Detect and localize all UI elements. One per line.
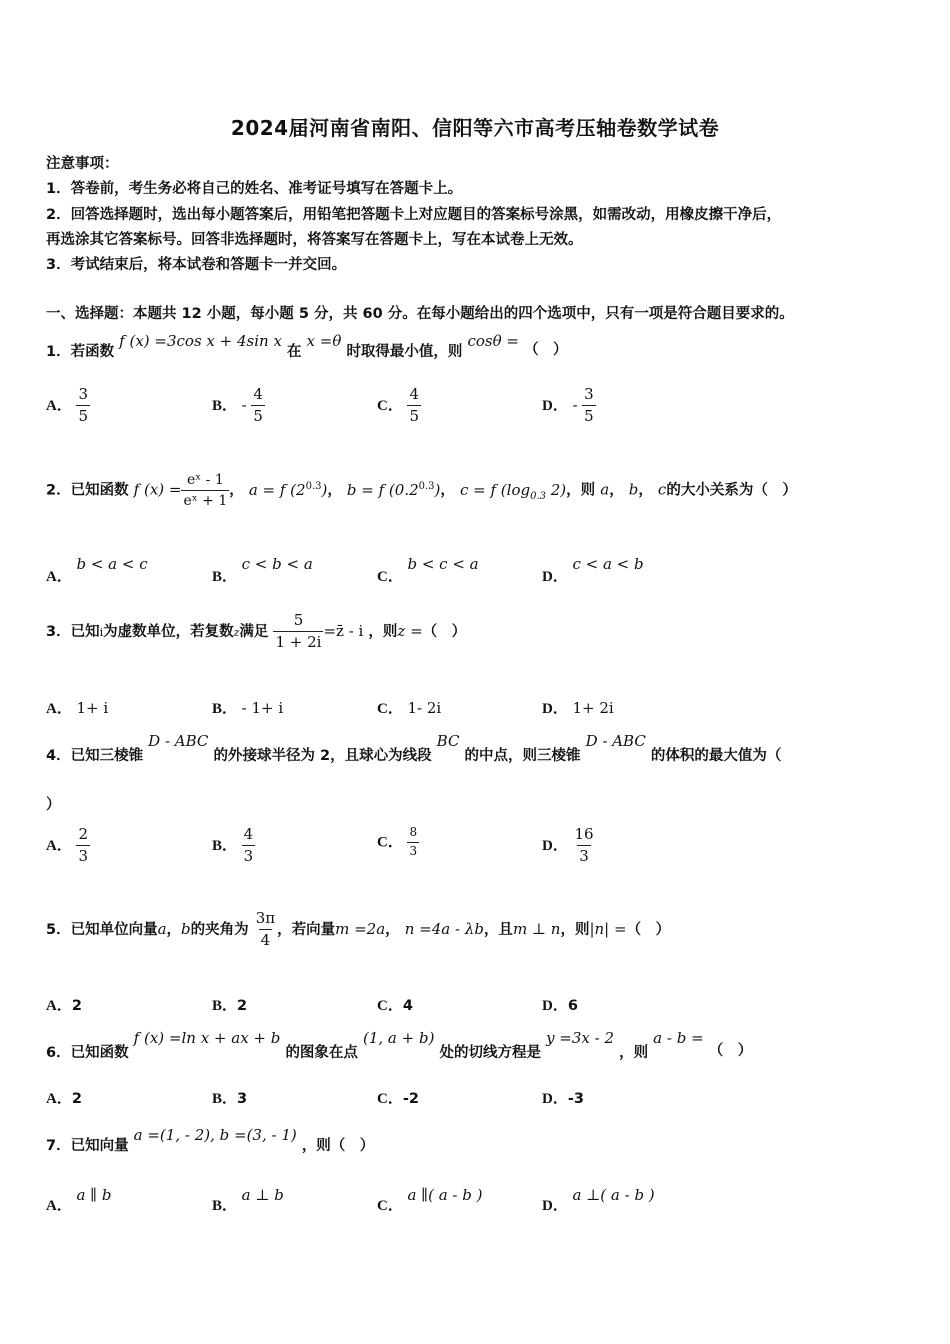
- q3-option-b[interactable]: [212, 697, 283, 718]
- q6-a-minus-b: a - b =: [653, 1029, 704, 1047]
- denominator: 5: [409, 407, 419, 426]
- q2-var-b: b: [628, 480, 639, 499]
- option-text: c < a < b: [572, 555, 644, 573]
- option-label: A．: [46, 569, 72, 585]
- option-text: b < a < c: [76, 555, 148, 573]
- option-label: D．: [542, 998, 568, 1014]
- option-text: 2: [237, 998, 248, 1014]
- q4-option-c[interactable]: [377, 826, 419, 859]
- q4-end: 的体积的最大值为（: [650, 748, 782, 764]
- question-1: [46, 330, 568, 360]
- option-label: B．: [212, 837, 238, 854]
- question-3: [46, 612, 466, 652]
- q7-option-d[interactable]: [542, 1184, 655, 1214]
- q3-mid1: 为虚数单位，若复数: [103, 623, 234, 640]
- q7-option-c[interactable]: [377, 1184, 483, 1214]
- option-text: a ⊥( a - b ): [572, 1186, 655, 1204]
- q4-option-a[interactable]: [46, 826, 90, 866]
- q4-option-b[interactable]: [212, 826, 255, 866]
- q3-z-equals: z =: [397, 621, 423, 640]
- q2-b-exponent: 0.3: [418, 480, 435, 492]
- q4-pyramid-1: D - ABC: [148, 732, 209, 750]
- exam-title: 2024届河南省南阳、信阳等六市高考压轴卷数学试卷: [230, 116, 720, 140]
- option-label: C．: [377, 701, 403, 717]
- option-label: C．: [377, 397, 403, 414]
- option-text: 6: [567, 998, 578, 1014]
- q2-a-base: a = f (2: [248, 480, 306, 499]
- q1-option-d[interactable]: [542, 386, 596, 426]
- q3-option-c[interactable]: [377, 697, 441, 718]
- denominator: 5: [78, 407, 88, 426]
- numerator: 8: [409, 825, 418, 839]
- option-text: -3: [567, 1091, 584, 1107]
- denominator: 5: [584, 407, 594, 426]
- denominator: 3: [579, 847, 589, 866]
- option-text: 1+ 2i: [572, 699, 614, 717]
- question-2: 2．已知函数 f (x) = $\frac{\text{eˣ - 1}}{\text{eˣ + 1}}$ ， a = f $(2^{0.3})$， b = f $(0.2^{0.3})$， c = f ($\log_{0.3}$ 2)，则 a， b， c的大小关系为（ ）: [46, 472, 797, 510]
- q2-option-b[interactable]: [212, 553, 313, 585]
- q4-c-fraction: [407, 826, 419, 859]
- q1-option-a[interactable]: [46, 386, 90, 426]
- denominator: 5: [253, 407, 263, 426]
- notice-item-3: 3．考试结束后，将本试卷和答题卡一并交回。: [46, 257, 347, 273]
- q6-option-a[interactable]: [46, 1087, 82, 1108]
- q1-end: （ ）: [524, 342, 568, 358]
- option-label: D．: [542, 701, 568, 717]
- q4-mid2: 的中点，则三棱锥: [464, 748, 581, 764]
- q5-option-a[interactable]: [46, 994, 82, 1015]
- numerator: eˣ - 1: [186, 472, 224, 488]
- numerator: 4: [253, 385, 263, 403]
- option-label: D．: [542, 1198, 568, 1214]
- option-label: A．: [46, 1091, 72, 1107]
- option-text: - 1+ i: [241, 699, 284, 717]
- q6-mid3: ，则: [619, 1045, 649, 1061]
- q4-b-fraction: [242, 826, 256, 866]
- q1-b-fraction: [251, 386, 265, 426]
- option-text: 1- 2i: [407, 699, 442, 717]
- q1-mid1: 在: [286, 344, 302, 360]
- q2-c-base: c = f (log: [459, 480, 531, 499]
- q2-var-a: a: [600, 480, 610, 499]
- question-5: 5．已知单位向量a，b的夹角为 $\frac{3\pi}{4}$ ，若向量m =2a， n =4a - λb，且m ⊥ n，则|n| =（ ）: [46, 909, 671, 950]
- q3-fraction: [273, 612, 323, 652]
- denominator: 4: [260, 931, 271, 950]
- q5-sep: ，: [166, 921, 182, 938]
- q2-c-subscript: 0.3: [530, 490, 546, 502]
- q1-d-fraction: [582, 386, 596, 426]
- q4-segment-bc: BC: [436, 732, 460, 750]
- q6-end: （ ）: [708, 1043, 753, 1059]
- q1-mid2: 时取得最小值，则: [346, 344, 463, 360]
- option-label: C．: [377, 1198, 403, 1214]
- q3-end: （ ）: [422, 623, 467, 640]
- option-label: C．: [377, 569, 403, 585]
- question-6: [46, 1027, 753, 1061]
- numerator: 16: [574, 825, 594, 843]
- q5-vec-m: m =2a: [335, 919, 386, 938]
- q5-vec-a: a: [157, 919, 167, 938]
- denominator: 3: [243, 847, 254, 866]
- q7-option-a[interactable]: [46, 1184, 112, 1214]
- minus-sign: -: [572, 395, 578, 414]
- q3-rhs: =z̄ - i: [323, 621, 364, 640]
- option-label: A．: [46, 998, 72, 1014]
- option-label: B．: [212, 569, 238, 585]
- denominator: 3: [409, 843, 418, 858]
- q1-prefix: 1．若函数: [46, 344, 115, 360]
- q6-option-b[interactable]: [212, 1087, 247, 1108]
- q4-d-fraction: [572, 826, 595, 866]
- q5-option-b[interactable]: [212, 994, 247, 1015]
- q5-mid1: 的夹角为: [190, 921, 249, 938]
- minus-sign: -: [241, 395, 247, 414]
- q1-c-fraction: [407, 386, 421, 426]
- option-text: 3: [237, 1091, 248, 1107]
- q2-f-lhs: f (x) =: [133, 480, 182, 499]
- q3-i: i: [99, 625, 104, 639]
- q6-mid2: 处的切线方程是: [439, 1045, 541, 1061]
- numerator: 3: [584, 385, 594, 403]
- numerator: 5: [293, 611, 304, 629]
- q2-fraction: [181, 472, 229, 509]
- option-label: B．: [212, 701, 238, 717]
- q7-option-b[interactable]: [212, 1184, 284, 1214]
- q4-end-paren: ）: [46, 797, 61, 813]
- denominator: 3: [78, 847, 88, 866]
- option-label: B．: [212, 397, 238, 414]
- numerator: 3π: [255, 909, 276, 927]
- q3-mid3: ，则: [368, 623, 398, 640]
- q2-c-end: 2): [550, 480, 567, 499]
- q3-option-a[interactable]: [46, 697, 108, 718]
- q7-end: ，则（ ）: [301, 1138, 375, 1154]
- option-label: B．: [212, 998, 238, 1014]
- q1-x-equals: x =θ: [306, 332, 342, 350]
- q2-option-c[interactable]: [377, 553, 479, 585]
- q3-mid2: 满足: [239, 623, 269, 640]
- question-4: [46, 730, 782, 764]
- q2-end: 的大小关系为（ ）: [666, 482, 797, 499]
- q4-prefix: 4．已知三棱锥: [46, 748, 144, 764]
- section-heading: 一、选择题：本题共 12 小题，每小题 5 分，共 60 分。在每小题给出的四个选项中，只有一项是符合题目要求的。: [46, 306, 794, 322]
- q2-option-d[interactable]: [542, 553, 644, 585]
- q2-var-c: c: [657, 480, 667, 499]
- denominator: 1 + 2i: [275, 633, 322, 652]
- option-label: A．: [46, 397, 72, 414]
- q2-b-base: b = f (0.2: [346, 480, 419, 499]
- option-label: D．: [542, 569, 568, 585]
- option-label: C．: [377, 834, 403, 851]
- q2-c: [459, 480, 567, 502]
- notice-item-1: 1．答卷前，考生务必将自己的姓名、准考证号填写在答题卡上。: [46, 181, 463, 197]
- q6-prefix: 6．已知函数: [46, 1045, 129, 1061]
- q6-option-d[interactable]: [542, 1087, 584, 1108]
- q6-function: f (x) =ln x + ax + b: [133, 1029, 281, 1047]
- option-text: a ∥( a - b ): [407, 1186, 483, 1204]
- q5-vec-n: n =4a - λb: [404, 919, 484, 938]
- q2-a-exponent: 0.3: [305, 480, 322, 492]
- q6-option-c[interactable]: [377, 1087, 419, 1108]
- q4-option-d[interactable]: [542, 826, 596, 866]
- notice-item-2-cont: 再选涂其它答案标号。回答非选择题时，将答案写在答题卡上，写在本试卷上无效。: [46, 232, 583, 248]
- q4-mid1: 的外接球半径为 2，且球心为线段: [213, 748, 432, 764]
- option-label: B．: [212, 1198, 238, 1214]
- notice-heading: 注意事项：: [46, 156, 119, 172]
- q1-option-b[interactable]: [212, 386, 265, 426]
- option-text: 2: [71, 998, 82, 1014]
- option-text: 4: [402, 998, 413, 1014]
- option-text: 1+ i: [76, 699, 109, 717]
- option-label: C．: [377, 1091, 403, 1107]
- q7-vectors: a =(1, - 2), b =(3, - 1): [133, 1126, 297, 1144]
- q6-point: (1, a + b): [363, 1029, 435, 1047]
- option-label: B．: [212, 1091, 238, 1107]
- q1-option-c[interactable]: [377, 386, 421, 426]
- q1-cos: cosθ =: [467, 332, 519, 350]
- q1-function: f (x) =3cos x + 4sin x: [119, 332, 282, 350]
- q4-pyramid-2: D - ABC: [585, 732, 646, 750]
- q3-option-d[interactable]: [542, 697, 614, 718]
- q2-option-a[interactable]: [46, 553, 148, 585]
- option-label: D．: [542, 837, 568, 854]
- q2-b: b = f $(0.2^{0.3})$: [346, 480, 441, 499]
- q5-option-d[interactable]: [542, 994, 578, 1015]
- q5-mid3: ，且: [483, 921, 513, 938]
- option-label: D．: [542, 397, 568, 414]
- q7-prefix: 7．已知向量: [46, 1138, 129, 1154]
- option-text: c < b < a: [241, 555, 313, 573]
- option-label: A．: [46, 701, 72, 717]
- q5-end: （ ）: [626, 921, 671, 938]
- numerator: 4: [409, 385, 419, 403]
- q2-prefix: 2．已知函数: [46, 482, 129, 499]
- q6-mid1: 的图象在点: [285, 1045, 358, 1061]
- q1-a-fraction: [76, 386, 90, 426]
- q5-mid4: ，则: [560, 921, 590, 938]
- q3-z: z: [233, 625, 240, 639]
- option-label: A．: [46, 837, 72, 854]
- q5-vec-b: b: [181, 919, 191, 938]
- q5-angle-fraction: [254, 910, 277, 950]
- q5-prefix: 5．已知单位向量: [46, 921, 158, 938]
- numerator: 3: [78, 385, 88, 403]
- option-text: 2: [71, 1091, 82, 1107]
- option-label: A．: [46, 1198, 72, 1214]
- question-7: [46, 1124, 375, 1154]
- option-text: a ∥ b: [76, 1186, 112, 1204]
- notice-item-2: 2．回答选择题时，选出每小题答案后，用铅笔把答题卡上对应题目的答案标号涂黑，如需改动，用橡皮擦干净后，: [46, 207, 782, 223]
- q3-prefix: 3．已知: [46, 623, 100, 640]
- q2-a: a = f $(2^{0.3})$: [248, 480, 328, 499]
- q5-mid2: ，若向量: [277, 921, 336, 938]
- denominator: eˣ + 1: [181, 490, 229, 509]
- option-label: D．: [542, 1091, 568, 1107]
- q5-perp: m ⊥ n: [512, 919, 561, 938]
- q6-tangent-line: y =3x - 2: [546, 1029, 615, 1047]
- option-label: C．: [377, 998, 403, 1014]
- numerator: 2: [78, 825, 88, 843]
- q5-option-c[interactable]: [377, 994, 413, 1015]
- option-text: -2: [402, 1091, 419, 1107]
- q2-then: ，则: [566, 482, 596, 499]
- numerator: 4: [243, 825, 254, 843]
- option-text: b < c < a: [407, 555, 479, 573]
- q4-a-fraction: [76, 826, 90, 866]
- q5-abs-n: |n| =: [589, 919, 627, 938]
- option-text: a ⊥ b: [241, 1186, 284, 1204]
